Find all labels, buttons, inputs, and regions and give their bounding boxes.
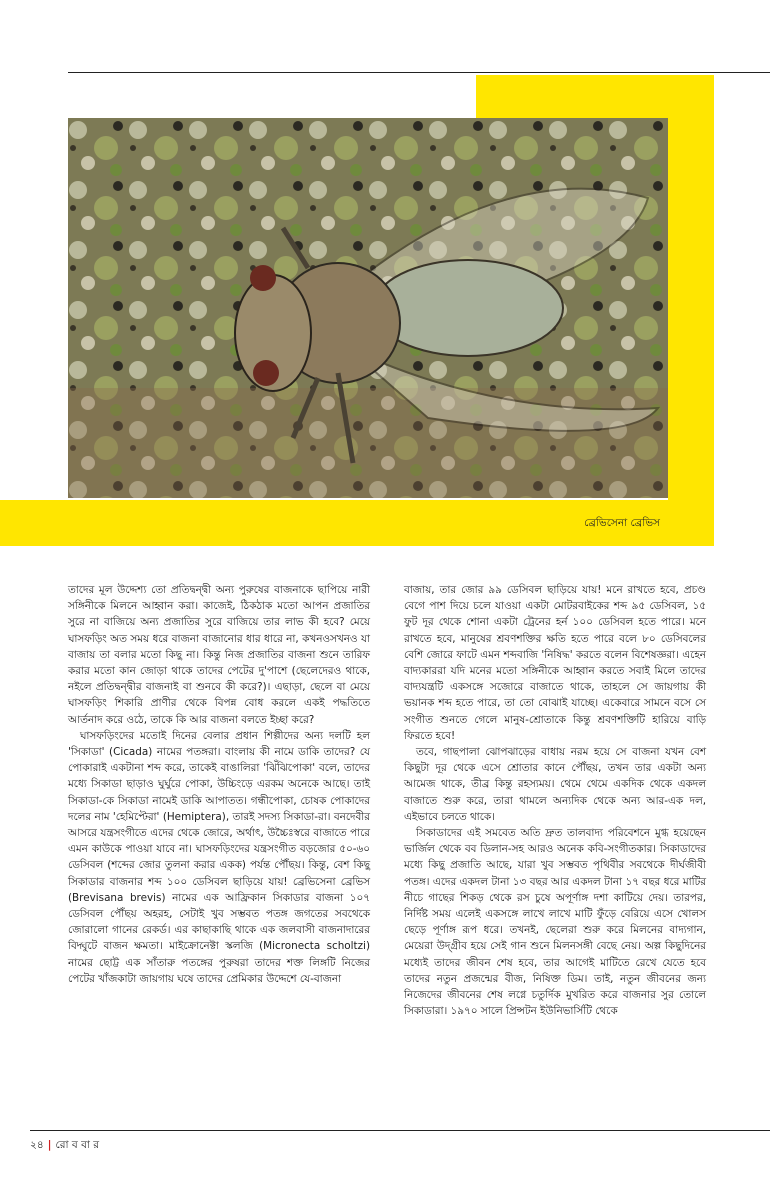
page-number: ২৪ (30, 1139, 44, 1151)
cicada-photo (68, 118, 668, 498)
column-right (404, 582, 706, 1019)
page-footer (30, 1138, 99, 1155)
paragraph: সিকাডাদের এই সমবেত অতি দ্রুত তালবাদ্য পরিবেশনে মুগ্ধ হয়েছেন ভার্জিল থেকে বব ডিলান-সহ আরও অনেক কবি-সংগীতকার। সিকাডাদের মধ্যে কিছু প্রজাতি আছে, যারা খুব সম্ভবত পৃথিবীর সবথেকে দীর্ঘজীবী পতঙ্গ। এদের একদল টানা ১৩ বছর আর একদল টানা ১৭ বছর ধরে মাটির নীচে গাছের শিকড় থেকে রস চুষে অপূর্ণাঙ্গ দশা কাটিয়ে দেয়। তারপর, নির্দিষ্ট সময় এলেই একসঙ্গে লাখে লাখে মাটি ফুঁড়ে বেরিয়ে এসে খোলস ছেড়ে পূর্ণাঙ্গ রূপ ধরে। তখনই, ছেলেরা শুরু করে মিলনের বাদ্যগান, মেয়েরা উদ্গ্রীব হয়ে সেই গান শুনে মিলনসঙ্গী বেছে নেয়। অল্প কিছুদিনের মধ্যেই তাদের জীবন শেষ হবে, তার আগেই মাটিতে রেখে যেতে হবে তাদের নতুন প্রজন্মের বীজ, নিষিক্ত ডিম। তাই, নতুন জীবনের জন্য নিজেদের জীবনের শেষ লগ্নে চতুর্দিক মুখরিত করে বাজনার সুর তোলে সিকাডারা। ১৯৭০ সালে প্রিন্সটন ইউনিভার্সিটি থেকে (404, 827, 706, 1018)
paragraph: ঘাসফড়িংদের মতোই দিনের বেলার প্রধান শিল্পীদের অন্য দলটি হল 'সিকাডা' (Cicada) নামের পতঙ্গরা। বাংলায় কী নামে ডাকি তাদের? যে পোকারাই একটানা শব্দ করে, তাকেই বাঙালিরা 'ঝিঁঝিপোকা' বলে, তাদের মধ্যে সিকাডা ছাড়াও ঘুর্ঘুরে পোকা, উচ্চিংড়ে এরকম অনেকে আছে। তাই সিকাডা-কে সিকাডা নামেই ডাকি আপাতত। গন্ধীপোকা, চোষক পোকাদের দলের নাম 'হেমিপ্টেরা' (Hemiptera), তারই সদস্য সিকাডা-রা। বনদেবীর আসরে যন্ত্রসংগীতে এদের থেকে জোরে, অর্থাৎ, উচ্চৈঃস্বরে বাজাতে পারে এমন কাউকে পাওয়া যাবে না। ঘাসফড়িংদের যন্ত্রসংগীত বড়জোর ৫০-৬০ ডেসিবল (শব্দের জোর তুলনা করার একক) পর্যন্ত পৌঁছয়। কিন্তু, বেশ কিছু সিকাডার বাজনার শব্দ ১০০ ডেসিবল ছাড়িয়ে যায়! ব্রেভিসেনা ব্রেভিস (Brevisana brevis) নামের এক আফ্রিকান সিকাডার বাজনা ১০৭ ডেসিবল পৌঁছয় অহরহ, সেটাই খুব সম্ভবত পতঙ্গ জগতের সবথেকে জোরালো গানের রেকর্ড। এর কাছাকাছি থাকে এক জলবাসী বাজনাদারের বিদ্ঘুটে বাজন ক্ষমতা। মাইক্রোনেক্টা স্কলজি (Micronecta scholtzi) নামের ছোট্ট এক সাঁতারু পতঙ্গের পুরুষরা তাদের শক্ত লিঙ্গটি নিজের পেটের খাঁজকাটা জায়গায় ঘষে তাদের প্রেমিকার উদ্দেশে যে-বাজনা (68, 729, 370, 985)
paragraph: তবে, গাছপালা ঝোপঝাড়ের বাধায় নরম হয়ে সে বাজনা যখন বেশ কিছুটা দূর থেকে এসে শ্রোতার কানে পৌঁছয়, তখন তার একটা অন্য আমেজ থাকে, তীব্র কিন্তু রহস্যময়। থেমে থেমে একদিক থেকে একদল বাজাতে শুরু করে, তারা থামলে অন্যদিক থেকে অন্য আর-এক দল, এইভাবে চলতে থাকে। (404, 746, 706, 823)
photo-caption: ব্রেভিসেনা ব্রেভিস (584, 517, 660, 529)
header-rule (68, 72, 770, 73)
magazine-name: রো ব বা র (55, 1139, 100, 1151)
decor-yellow-side (668, 118, 714, 508)
footer-rule (30, 1130, 770, 1131)
folio-separator: | (47, 1139, 52, 1151)
paragraph: বাজায়, তার জোর ৯৯ ডেসিবল ছাড়িয়ে যায়! মনে রাখতে হবে, প্রচণ্ড বেগে পাশ দিয়ে চলে যাওয়া একটা মোটরবাইকের শব্দ ৯৫ ডেসিবল, ১৫ ফুট দূর থেকে শোনা একটা ট্রেনের হর্ন ১০০ ডেসিবল হতে পারে। মনে রাখতে হবে, মানুষের শ্রবণশক্তির ক্ষতি হতে পারে বলে ৮০ ডেসিবলের বেশি জোরে ফাটে এমন শব্দবাজি 'নিষিদ্ধ' করতে বলেন বিশেষজ্ঞরা। এহেন বাদ্যকাররা যদি মনের মতো সঙ্গিনীকে আহ্বান করতে সবাই মিলে তাদের বাদ্যযন্ত্রটি একসঙ্গে সজোরে বাজাতে থাকে, তাহলে সে জায়গায় কী ভয়ানক শব্দ হতে পারে, তা তো বোঝাই যাচ্ছে। একেবারে সামনে বসে সে সংগীত শুনতে গেলে মানুষ-শ্রোতাকে কিন্তু শ্রবণশক্তিটি হারিয়ে বাড়ি ফিরতে হবে! (404, 584, 706, 742)
paragraph: তাদের মূল উদ্দেশ্য তো প্রতিদ্বন্দ্বী অন্য পুরুষের বাজনাকে ছাপিয়ে নারী সঙ্গিনীকে মিলনে আহ্বান করা। কাজেই, ঠিকঠাক মতো আপন প্রজাতির সুরে না বাজিয়ে অন্য প্রজাতির সুরে বাজিয়ে তার লাভ কী হবে? মেয়ে ঘাসফড়িং অত সময় ধরে বাজনা বাজানোর ধার ধারে না, কখনওসখনও যা বাজায় তা বলার মতো কিছু না। কিন্তু নিজ প্রজাতির বাজনা শুনে তারিফ করার মতো কান জোড়া থাকে তাদের পেটের দু'পাশে (ছেলেদেরও থাকে, নইলে প্রতিদ্বন্দ্বীর বাজনাই বা শুনবে কী করে?)। এছাড়া, ছেলে বা মেয়ে ঘাসফড়িং শিকারি প্রাণীর থেকে বিপন্ন বোধ করলে একই পদ্ধতিতে আর্তনাদ করে ওঠে, তাকে কি আর বাজনা বলতে ইচ্ছা করে? (68, 584, 370, 726)
column-left (68, 582, 370, 987)
